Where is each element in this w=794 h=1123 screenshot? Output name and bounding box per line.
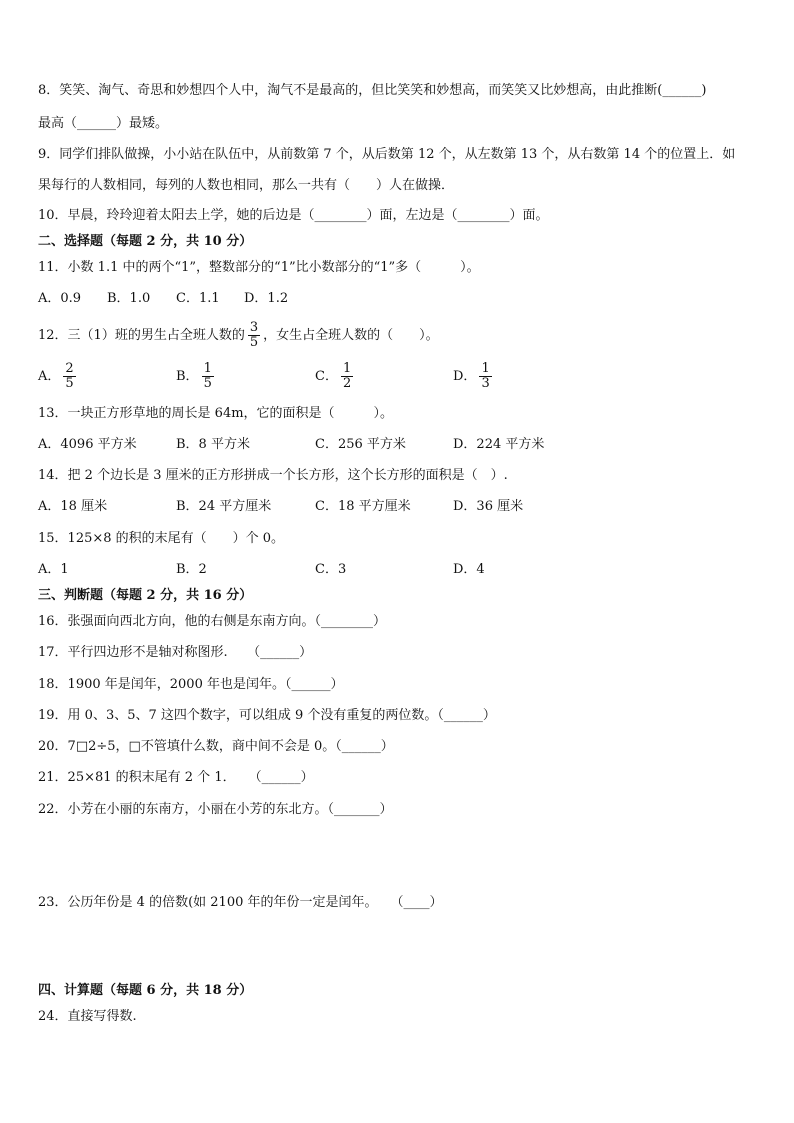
q24: 24．直接写得数. [38,1009,137,1024]
q12-option-b [176,359,217,395]
q14-option-a: A．18 厘米 [38,499,108,514]
q12-fraction-denominator: 5 [249,335,259,350]
q23: 23．公历年份是 4 的倍数(如 2100 年的年份一定是闰年。 （____） [38,895,443,910]
q12-fraction-numerator: 3 [249,320,259,335]
q12-option-d-denominator: 3 [481,376,490,391]
q19: 19．用 0、3、5、7 这四个数字，可以组成 9 个没有重复的两位数。（______） [38,708,496,723]
q12-option-a-denominator: 5 [65,376,74,391]
q21: 21．25×81 的积末尾有 2 个 1． （______） [38,770,314,785]
q12-option-c-label: C． [315,369,338,384]
q12-option-b-numerator: 1 [203,361,212,376]
q10: 10．早晨，玲玲迎着太阳去上学，她的后边是（________）面，左边是（________）面。 [38,208,549,223]
q12-option-c-denominator: 2 [342,376,352,391]
q14-stem: 14．把 2 个边长是 3 厘米的正方形拼成一个长方形，这个长方形的面积是（ ）. [38,468,508,483]
q14-option-d: D．36 厘米 [453,499,524,514]
q12-option-d-fraction [479,362,491,391]
q9-line1: 9．同学们排队做操，小小站在队伍中，从前数第 7 个，从后数第 12 个，从左数第 13 个，从右数第 14 个的位置上．如 [38,147,736,162]
q8-line1: 8．笑笑、淘气、奇思和妙想四个人中，淘气不是最高的，但比笑笑和妙想高，而笑笑又比妙想高，由此推断(______) [38,83,707,98]
q14-option-c: C．18 平方厘米 [315,499,411,514]
q15-option-b: B．2 [176,562,207,577]
q12-option-c [315,359,356,395]
q13-option-b: B．8 平方米 [176,437,250,452]
q17: 17．平行四边形不是轴对称图形. （______） [38,645,313,660]
q12-option-d-label: D． [453,369,477,384]
q11-option-b: B．1.0 [107,291,151,306]
q15-option-c: C．3 [315,562,347,577]
q11-option-d: D．1.2 [244,291,289,306]
section-3-heading: 三、判断题（每题 2 分，共 16 分） [38,588,253,603]
q12-option-c-fraction [341,362,353,391]
q13-option-d: D．224 平方米 [453,437,545,452]
q12-fraction [248,321,260,350]
q12-stem [38,318,439,354]
q11-option-a: A．0.9 [38,291,82,306]
q16: 16．张强面向西北方向，他的右侧是东南方向。（________） [38,614,387,629]
section-2-heading: 二、选择题（每题 2 分，共 10 分） [38,234,253,249]
q14-option-b: B．24 平方厘米 [176,499,272,514]
q12-stem-before: 12．三（1）班的男生占全班人数的 [38,328,245,343]
q12-option-a-fraction [63,362,75,391]
q12-stem-after: ，女生占全班人数的（ ）。 [263,328,439,343]
q12-option-a-label: A． [38,369,61,384]
q12-option-b-fraction [202,362,214,391]
section-4-heading: 四、计算题（每题 6 分，共 18 分） [38,983,253,998]
q11-option-c: C．1.1 [176,291,220,306]
q15-option-a: A．1 [38,562,69,577]
q22: 22．小芳在小丽的东南方，小丽在小芳的东北方。（_______） [38,802,393,817]
q12-option-d [453,359,495,395]
q13-option-a: A．4096 平方米 [38,437,137,452]
q12-option-d-numerator: 1 [481,361,490,376]
q18: 18．1900 年是闰年，2000 年也是闰年。（______） [38,677,344,692]
q12-option-a [38,359,79,395]
q11-stem: 11．小数 1.1 中的两个“1”，整数部分的“1”比小数部分的“1”多（ ）。 [38,260,480,275]
q9-line2: 果每行的人数相同，每列的人数也相同，那么一共有（ ）人在做操． [38,178,455,193]
q12-option-c-numerator: 1 [342,361,352,376]
q13-stem: 13．一块正方形草地的周长是 64m，它的面积是（ ）。 [38,406,394,421]
q12-option-b-label: B． [176,369,199,384]
q8-line2: 最高（______）最矮。 [38,116,169,131]
q15-stem: 15．125×8 的积的末尾有（ ）个 0。 [38,531,285,546]
q12-option-b-denominator: 5 [203,376,212,391]
q15-option-d: D．4 [453,562,485,577]
q20: 20．7□2÷5，□不管填什么数，商中间不会是 0。（______） [38,739,394,754]
q12-option-a-numerator: 2 [65,361,74,376]
q13-option-c: C．256 平方米 [315,437,406,452]
